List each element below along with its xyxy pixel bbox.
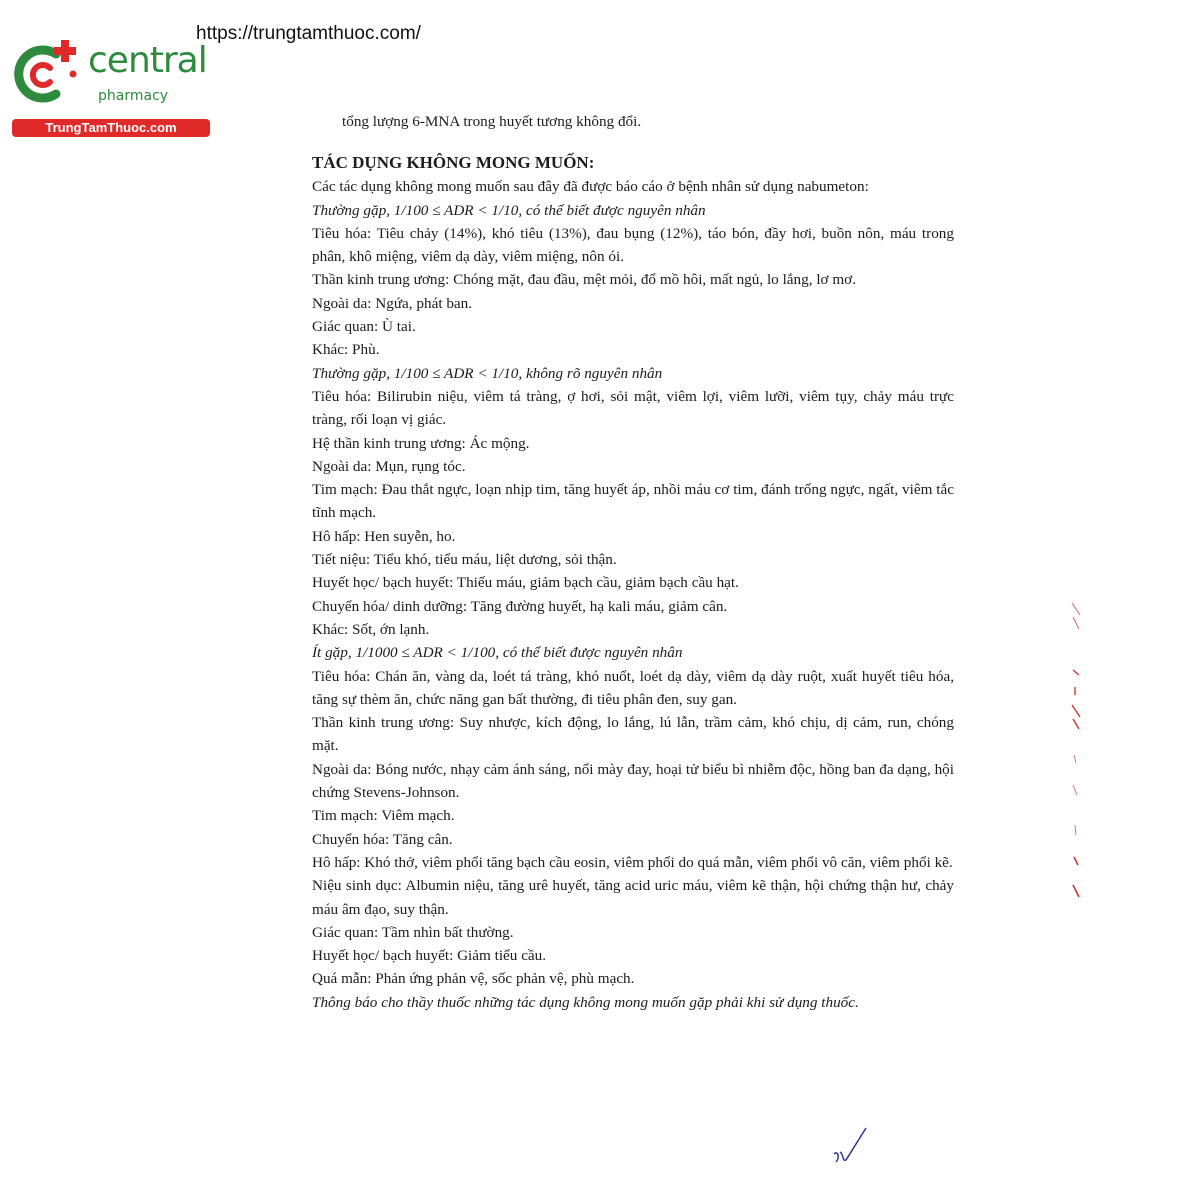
adr-paragraph: Thần kinh trung ương: Chóng mặt, đau đầu, mệt mỏi, đổ mồ hôi, mất ngủ, lo lắng, lơ mơ.	[312, 271, 857, 289]
frequency-subheading: Thường gặp, 1/100 ≤ ADR < 1/10, có thể biết được nguyên nhân	[312, 201, 706, 219]
adr-paragraph: Chuyển hóa/ dinh dưỡng: Tăng đường huyết, hạ kali máu, giảm cân.	[312, 597, 728, 615]
adr-paragraph: Tiết niệu: Tiểu khó, tiểu máu, liệt dương, sỏi thận.	[312, 551, 617, 569]
adr-paragraph: Giác quan: Tầm nhìn bất thường.	[312, 923, 514, 941]
adr-paragraph: Huyết học/ bạch huyết: Giảm tiểu cầu.	[312, 947, 547, 965]
document-page	[312, 110, 954, 1014]
adr-paragraph: Ngoài da: Ngứa, phát ban.	[312, 294, 473, 312]
adr-paragraph: Giác quan: Ù tai.	[312, 318, 416, 336]
adr-paragraph: Huyết học/ bạch huyết: Thiếu máu, giảm bạch cầu, giảm bạch cầu hạt.	[312, 574, 739, 592]
adr-paragraph: Thần kinh trung ương: Suy nhược, kích động, lo lắng, lú lẫn, trầm cảm, khó chịu, dị cảm, run, chóng mặt.	[312, 714, 954, 755]
adr-paragraph: Quá mẫn: Phản ứng phản vệ, sốc phản vệ, phù mạch.	[312, 970, 635, 988]
lead-line: tổng lượng 6-MNA trong huyết tương không đổi.	[342, 113, 642, 130]
pharmacy-cross-logo-icon	[10, 38, 86, 110]
section-heading: TÁC DỤNG KHÔNG MONG MUỐN:	[312, 153, 595, 173]
adr-paragraph: Tim mạch: Viêm mạch.	[312, 807, 455, 825]
paragraph-list	[312, 175, 954, 1014]
frequency-subheading: Thường gặp, 1/100 ≤ ADR < 1/10, không rõ nguyên nhân	[312, 364, 663, 382]
adr-paragraph: Ngoài da: Bóng nước, nhạy cảm ánh sáng, nổi mày đay, hoại tử biểu bì nhiễm độc, hồng ban đa dạng, hội chứng Stevens-Johnson.	[312, 760, 954, 802]
adr-paragraph: Chuyển hóa: Tăng cân.	[312, 830, 453, 848]
adr-paragraph: Tiêu hóa: Chán ăn, vàng da, loét tá tràng, khó nuốt, loét dạ dày, viêm dạ dày ruột, xuất huyết tiêu hóa, tăng sự thèm ăn, chức năng gan bất thường, đi tiêu phân đen, suy gan.	[312, 667, 954, 708]
frequency-subheading: Thông báo cho thầy thuốc những tác dụng không mong muốn gặp phải khi sử dụng thuốc.	[312, 993, 859, 1011]
signature-mark-icon	[830, 1124, 870, 1168]
adr-paragraph: Niệu sinh dục: Albumin niệu, tăng urê huyết, tăng acid uric máu, viêm kẽ thận, hội chứng thận hư, chảy máu âm đạo, suy thận.	[312, 877, 954, 918]
adr-paragraph: Hệ thần kinh trung ương: Ác mộng.	[312, 434, 530, 452]
brand-website-tag[interactable]: TrungTamThuoc.com	[12, 119, 210, 137]
adr-paragraph: Ngoài da: Mụn, rụng tóc.	[312, 457, 466, 475]
adr-paragraph: Hô hấp: Khó thở, viêm phổi tăng bạch cầu eosin, viêm phổi do quá mẫn, viêm phổi vô căn, viêm phổi kẽ.	[312, 853, 953, 871]
frequency-subheading: Ít gặp, 1/1000 ≤ ADR < 1/100, có thể biết được nguyên nhân	[312, 644, 683, 662]
adr-paragraph: Khác: Phù.	[312, 341, 380, 359]
adr-paragraph: Tiêu hóa: Bilirubin niệu, viêm tá tràng, ợ hơi, sỏi mật, viêm lợi, viêm lưỡi, viêm tụy, chảy máu trực tràng, rối loạn vị giác.	[312, 387, 954, 429]
source-url[interactable]: https://trungtamthuoc.com/	[196, 23, 421, 44]
adr-paragraph: Tiêu hóa: Tiêu chảy (14%), khó tiêu (13%), đau bụng (12%), táo bón, đầy hơi, buồn nôn, máu trong phân, khô miệng, viêm dạ dày, viêm miệng, nôn ói.	[312, 224, 954, 266]
adr-paragraph: Các tác dụng không mong muốn sau đây đã được báo cáo ở bệnh nhân sử dụng nabumeton:	[312, 178, 869, 196]
brand-subtitle: pharmacy	[98, 88, 169, 104]
brand-name: central	[88, 40, 207, 81]
central-pharmacy-logo[interactable]	[10, 38, 215, 138]
adr-paragraph: Hô hấp: Hen suyễn, ho.	[312, 527, 456, 545]
adr-paragraph: Tim mạch: Đau thắt ngực, loạn nhịp tim, tăng huyết áp, nhồi máu cơ tim, đánh trống ngực, ngất, viêm tắc tĩnh mạch.	[312, 481, 954, 522]
margin-stamp-marks	[1070, 595, 1082, 905]
adr-paragraph: Khác: Sốt, ớn lạnh.	[312, 620, 430, 638]
